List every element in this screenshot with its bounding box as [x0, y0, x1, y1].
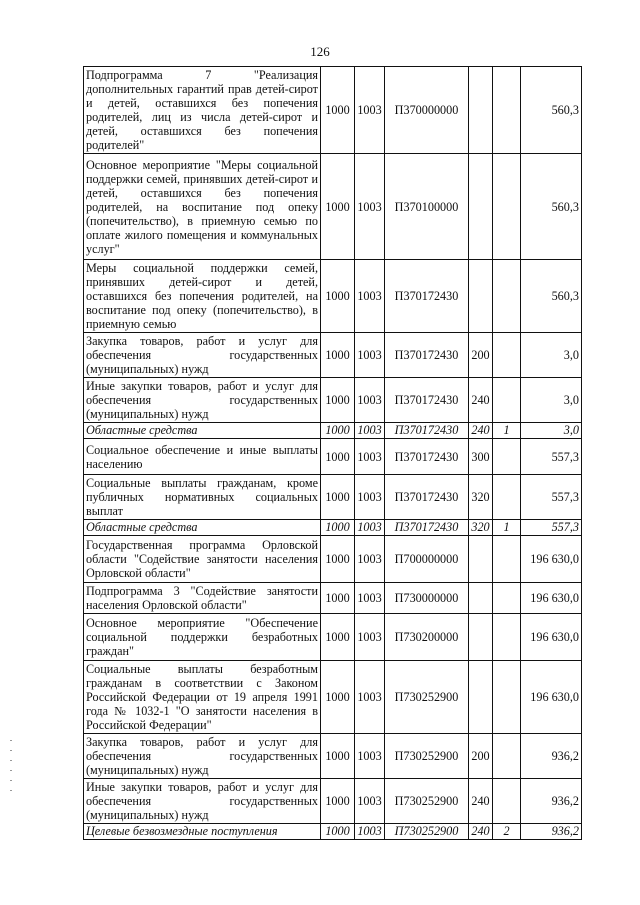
target-article-code: П730000000 [385, 583, 469, 614]
target-article-code: П370172430 [385, 260, 469, 333]
row-name: Областные средства [84, 520, 321, 536]
expense-type-code: 320 [469, 520, 493, 536]
expense-type-code: 240 [469, 779, 493, 824]
expense-type-code: 240 [469, 378, 493, 423]
expense-type-code [469, 536, 493, 583]
section-code: 1000 [321, 779, 355, 824]
funding-source-code [493, 614, 521, 661]
section-code: 1000 [321, 67, 355, 154]
amount: 196 630,0 [521, 536, 582, 583]
row-name: Иные закупки товаров, работ и услуг для обеспечения государственных (муниципальных) нужд [84, 378, 321, 423]
budget-table [83, 66, 582, 840]
amount: 936,2 [521, 779, 582, 824]
subsection-code: 1003 [355, 583, 385, 614]
row-name: Подпрограмма 7 "Реализация дополнительных гарантий прав детей-сирот и детей, оставшихся без попечения родителей, лиц из числа детей-сирот и детей, оставшихся без попечения родителей" [84, 67, 321, 154]
funding-source-code [493, 536, 521, 583]
funding-source-code [493, 67, 521, 154]
table-row [84, 475, 582, 520]
funding-source-code [493, 779, 521, 824]
section-code: 1000 [321, 423, 355, 439]
table-row [84, 661, 582, 734]
amount: 557,3 [521, 475, 582, 520]
table-row [84, 260, 582, 333]
row-name: Целевые безвозмездные поступления [84, 824, 321, 840]
expense-type-code [469, 67, 493, 154]
row-name: Меры социальной поддержки семей, принявших детей-сирот и детей, оставшихся без попечения родителей, на воспитание под опеку (попечительство), в приемную семью [84, 260, 321, 333]
expense-type-code [469, 583, 493, 614]
table-row [84, 583, 582, 614]
table-row [84, 67, 582, 154]
amount: 196 630,0 [521, 661, 582, 734]
section-code: 1000 [321, 439, 355, 475]
expense-type-code [469, 614, 493, 661]
row-name: Областные средства [84, 423, 321, 439]
amount: 557,3 [521, 520, 582, 536]
funding-source-code: 1 [493, 423, 521, 439]
expense-type-code: 200 [469, 734, 493, 779]
section-code: 1000 [321, 734, 355, 779]
amount: 3,0 [521, 333, 582, 378]
funding-source-code [493, 154, 521, 260]
row-name: Социальное обеспечение и иные выплаты населению [84, 439, 321, 475]
subsection-code: 1003 [355, 475, 385, 520]
target-article-code: П370172430 [385, 475, 469, 520]
expense-type-code: 300 [469, 439, 493, 475]
section-code: 1000 [321, 661, 355, 734]
page-number: 126 [310, 44, 330, 59]
table-row [84, 734, 582, 779]
row-name: Закупка товаров, работ и услуг для обеспечения государственных (муниципальных) нужд [84, 734, 321, 779]
table-row [84, 154, 582, 260]
subsection-code: 1003 [355, 779, 385, 824]
target-article-code: П370000000 [385, 67, 469, 154]
section-code: 1000 [321, 583, 355, 614]
section-code: 1000 [321, 536, 355, 583]
amount: 3,0 [521, 378, 582, 423]
target-article-code: П730252900 [385, 734, 469, 779]
target-article-code: П370172430 [385, 333, 469, 378]
funding-source-code [493, 439, 521, 475]
expense-type-code: 200 [469, 333, 493, 378]
table-row [84, 614, 582, 661]
expense-type-code: 240 [469, 824, 493, 840]
expense-type-code: 240 [469, 423, 493, 439]
funding-source-code [493, 378, 521, 423]
row-name: Закупка товаров, работ и услуг для обеспечения государственных (муниципальных) нужд [84, 333, 321, 378]
subsection-code: 1003 [355, 734, 385, 779]
table-row [84, 520, 582, 536]
target-article-code: П730252900 [385, 824, 469, 840]
expense-type-code [469, 661, 493, 734]
funding-source-code [493, 583, 521, 614]
subsection-code: 1003 [355, 824, 385, 840]
amount: 196 630,0 [521, 614, 582, 661]
row-name: Социальные выплаты гражданам, кроме публичных нормативных социальных выплат [84, 475, 321, 520]
funding-source-code: 2 [493, 824, 521, 840]
subsection-code: 1003 [355, 661, 385, 734]
row-name: Основное мероприятие "Обеспечение социальной поддержки безработных граждан" [84, 614, 321, 661]
table-row [84, 423, 582, 439]
table-row [84, 439, 582, 475]
target-article-code: П370172430 [385, 423, 469, 439]
target-article-code: П730252900 [385, 661, 469, 734]
target-article-code: П370100000 [385, 154, 469, 260]
target-article-code: П730200000 [385, 614, 469, 661]
amount: 560,3 [521, 154, 582, 260]
funding-source-code [493, 475, 521, 520]
row-name: Иные закупки товаров, работ и услуг для обеспечения государственных (муниципальных) нужд [84, 779, 321, 824]
funding-source-code: 1 [493, 520, 521, 536]
target-article-code: П700000000 [385, 536, 469, 583]
amount: 3,0 [521, 423, 582, 439]
subsection-code: 1003 [355, 378, 385, 423]
funding-source-code [493, 734, 521, 779]
section-code: 1000 [321, 614, 355, 661]
funding-source-code [493, 333, 521, 378]
section-code: 1000 [321, 260, 355, 333]
row-name: Подпрограмма 3 "Содействие занятости населения Орловской области" [84, 583, 321, 614]
funding-source-code [493, 260, 521, 333]
subsection-code: 1003 [355, 260, 385, 333]
table-row [84, 824, 582, 840]
margin-marks [10, 740, 14, 820]
amount: 557,3 [521, 439, 582, 475]
expense-type-code [469, 260, 493, 333]
amount: 936,2 [521, 824, 582, 840]
target-article-code: П370172430 [385, 439, 469, 475]
table-row [84, 378, 582, 423]
subsection-code: 1003 [355, 614, 385, 661]
amount: 560,3 [521, 67, 582, 154]
section-code: 1000 [321, 824, 355, 840]
amount: 196 630,0 [521, 583, 582, 614]
section-code: 1000 [321, 475, 355, 520]
subsection-code: 1003 [355, 67, 385, 154]
expense-type-code: 320 [469, 475, 493, 520]
target-article-code: П370172430 [385, 378, 469, 423]
amount: 936,2 [521, 734, 582, 779]
subsection-code: 1003 [355, 154, 385, 260]
table-row [84, 333, 582, 378]
section-code: 1000 [321, 154, 355, 260]
row-name: Основное мероприятие "Меры социальной поддержки семей, принявших детей-сирот и детей, оставшихся без попечения родителей, на воспитание под опеку (попечительство), в приемную семью по оплате жилого помещения и коммунальных услуг" [84, 154, 321, 260]
section-code: 1000 [321, 378, 355, 423]
target-article-code: П730252900 [385, 779, 469, 824]
row-name: Социальные выплаты безработным гражданам в соответствии с Законом Российской Федерации от 19 апреля 1991 года № 1032-1 "О занятости населения в Российской Федерации" [84, 661, 321, 734]
target-article-code: П370172430 [385, 520, 469, 536]
funding-source-code [493, 661, 521, 734]
table-row [84, 779, 582, 824]
subsection-code: 1003 [355, 536, 385, 583]
table-row [84, 536, 582, 583]
subsection-code: 1003 [355, 439, 385, 475]
section-code: 1000 [321, 333, 355, 378]
subsection-code: 1003 [355, 423, 385, 439]
subsection-code: 1003 [355, 520, 385, 536]
section-code: 1000 [321, 520, 355, 536]
amount: 560,3 [521, 260, 582, 333]
subsection-code: 1003 [355, 333, 385, 378]
table-body [84, 67, 582, 840]
expense-type-code [469, 154, 493, 260]
row-name: Государственная программа Орловской области "Содействие занятости населения Орловской области" [84, 536, 321, 583]
